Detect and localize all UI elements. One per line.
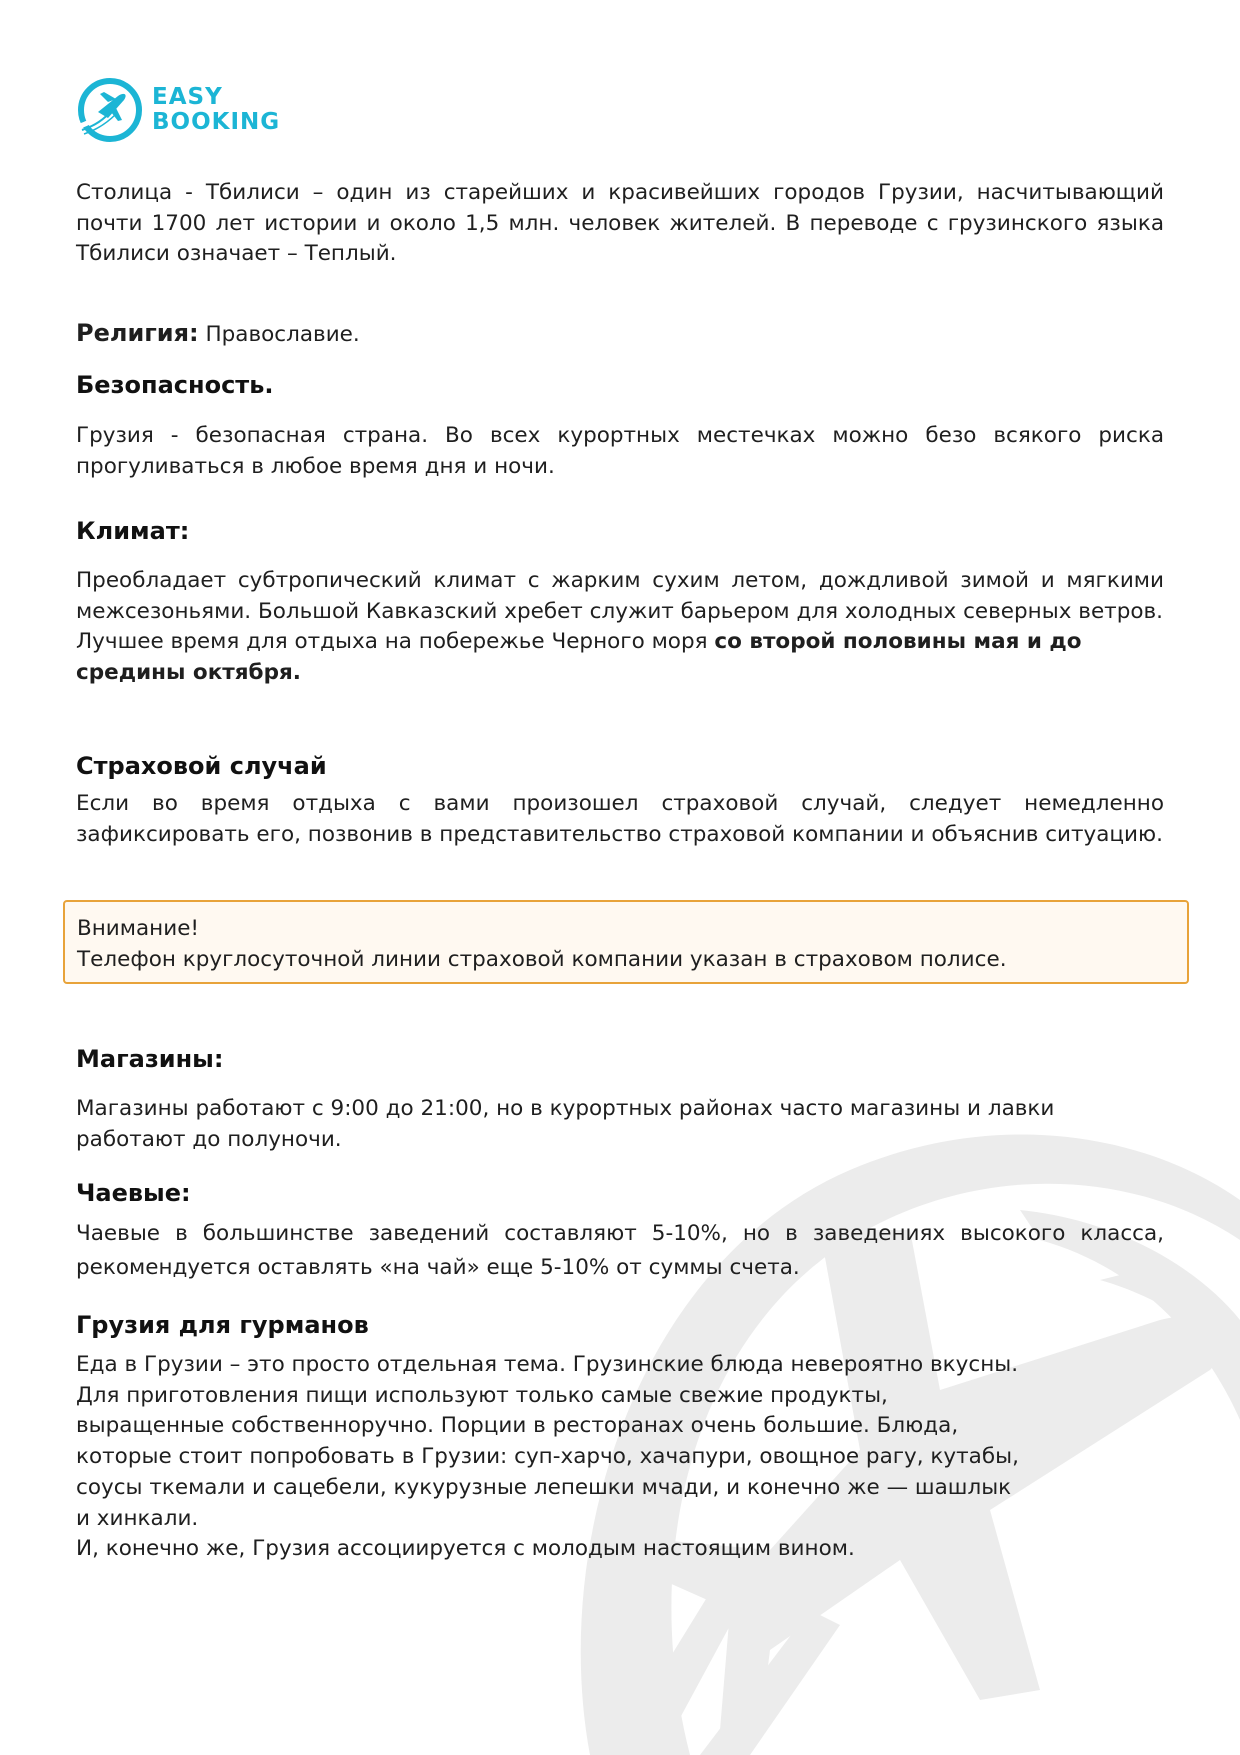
safety-heading: Безопасность. — [76, 371, 274, 399]
climate-paragraph: Преобладает субтропический климат с жарким сухим летом, дождливой зимой и мягкими межсезоньями. Большой Кавказский хребет служит барьером для холодных северных ветров. — [76, 568, 1164, 624]
religion-section — [76, 317, 1164, 351]
shops-section — [76, 1044, 1164, 1074]
tips-paragraph: Чаевые в большинстве заведений составляют 5-10%, но в заведениях высокого класса, рекомендуется оставлять «на чай» еще 5-10% от суммы счета. — [76, 1221, 1164, 1280]
best-time-prefix: Лучшее время для отдыха на побережье Черного моря — [76, 629, 715, 655]
attention-callout — [63, 900, 1189, 984]
food-line: соусы ткемали и сацебели, кукурузные лепешки мчади, и конечно же — шашлык — [76, 1474, 1012, 1500]
climate-section — [76, 516, 1164, 546]
tips-section — [76, 1178, 1164, 1208]
religion-label: Религия: — [76, 319, 199, 347]
intro-section — [76, 178, 1164, 270]
food-line: которые стоит попробовать в Грузии: суп-харчо, хачапури, овощное рагу, кутабы, — [76, 1444, 1019, 1470]
food-body — [76, 1350, 1164, 1565]
food-line: и хинкали. — [76, 1505, 199, 1531]
climate-body — [76, 566, 1164, 689]
safety-paragraph: Грузия - безопасная страна. Во всех курортных местечках можно безо всякого риска прогуливаться в любое время дня и ночи. — [76, 423, 1164, 479]
insurance-heading: Страховой случай — [76, 752, 327, 780]
climate-heading: Климат: — [76, 517, 190, 545]
food-section — [76, 1310, 1164, 1340]
intro-paragraph: Столица - Тбилиси – один из старейших и красивейших городов Грузии, насчитывающий почти 1700 лет истории и около 1,5 млн. человек жителей. В переводе с грузинского языка Тбилиси означает – Теплый. — [76, 180, 1164, 267]
shops-body — [76, 1094, 1164, 1155]
tips-heading: Чаевые: — [76, 1179, 191, 1207]
brand-logo — [74, 70, 314, 150]
insurance-paragraph: Если во время отдыха с вами произошел страховой случай, следует немедленно зафиксировать его, позвонив в представительство страховой компании и объяснив ситуацию. — [76, 791, 1164, 847]
shops-heading: Магазины: — [76, 1045, 224, 1073]
tips-body — [76, 1217, 1164, 1285]
brand-line-booking: BOOKING — [152, 109, 281, 135]
shops-paragraph: Магазины работают с 9:00 до 21:00, но в курортных районах часто магазины и лавки работают до полуночи. — [76, 1096, 1055, 1152]
food-line: Еда в Грузии – это просто отдельная тема. Грузинские блюда невероятно вкусны. — [76, 1352, 1019, 1377]
religion-value: Православие. — [205, 322, 360, 347]
safety-section — [76, 370, 1164, 400]
plane-globe-icon — [74, 74, 144, 146]
food-line: Для приготовления пищи используют только самые свежие продукты, — [76, 1382, 888, 1408]
callout-text: Телефон круглосуточной линии страховой компании указан в страховом полисе. — [77, 946, 1007, 972]
brand-line-easy: EASY — [152, 84, 223, 110]
safety-body — [76, 421, 1164, 482]
brand-name — [152, 85, 280, 135]
insurance-body — [76, 789, 1164, 850]
food-line: И, конечно же, Грузия ассоциируется с молодым настоящим вином. — [76, 1536, 855, 1562]
insurance-section — [76, 751, 1164, 781]
callout-title: Внимание! — [77, 916, 200, 941]
food-heading: Грузия для гурманов — [76, 1311, 369, 1339]
food-line: выращенные собственноручно. Порции в ресторанах очень большие. Блюда, — [76, 1413, 959, 1439]
best-time-period: со второй половины мая и до средины октября. — [76, 629, 1082, 686]
best-time-paragraph — [76, 627, 1164, 688]
